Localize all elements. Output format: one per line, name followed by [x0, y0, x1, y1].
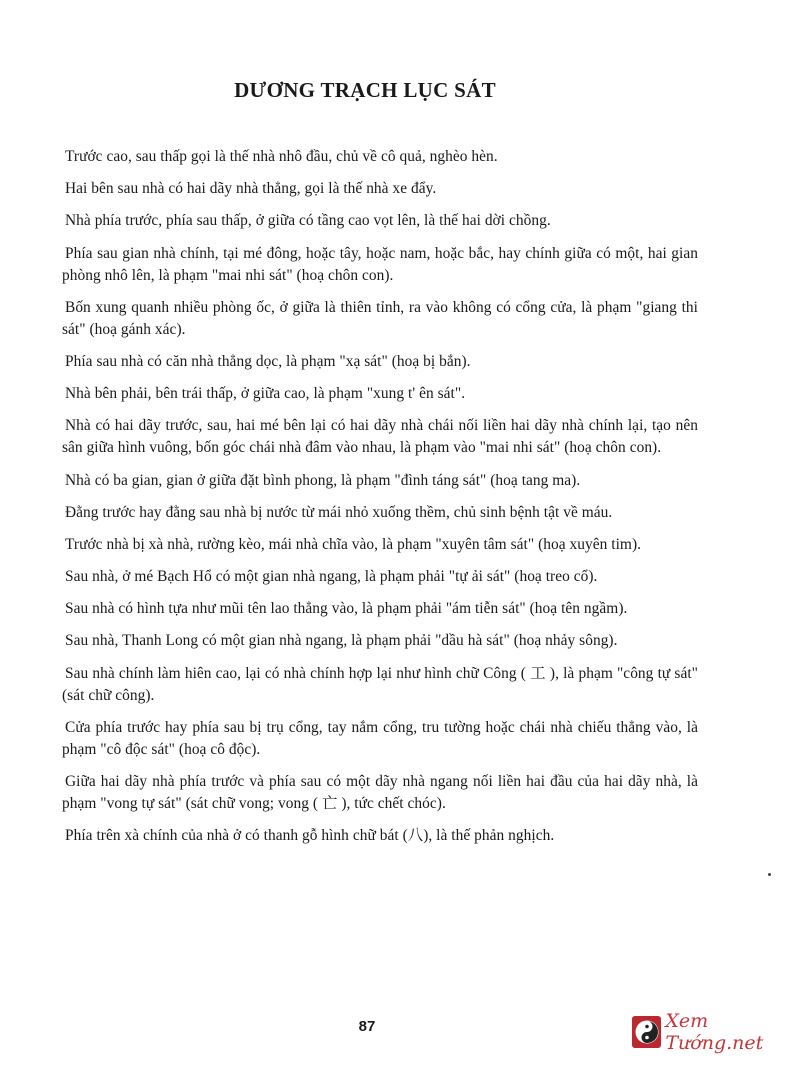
paragraph: Nhà có ba gian, gian ở giữa đặt bình phong, là phạm "đình táng sát" (hoạ tang ma).: [65, 471, 581, 489]
page-number: [0, 1018, 720, 1035]
paragraph: Sau nhà, Thanh Long có một gian nhà ngang, là phạm phải "dầu hà sát" (hoạ nhảy sông).: [65, 632, 618, 650]
paragraph: Sau nhà, ở mé Bạch Hổ có một gian nhà ngang, là phạm phải "tự ải sát" (hoạ treo cổ).: [65, 568, 598, 586]
paragraph: Cửa phía trước hay phía sau bị trụ cổng, tay nắm cổng, tru tường hoặc chái nhà chiếu thẳng vào, là phạm "cô độc sát" (hoạ cô độc).: [62, 718, 698, 758]
paragraph: Nhà có hai dãy trước, sau, hai mé bên lại có hai dãy nhà chái nối liền hai dãy nhà chính lại, tạo nên sân giữa hình vuông, bốn góc chái nhà đâm vào nhau, là phạm vào "mai nhi sát" (hoạ chôn con).: [62, 417, 698, 457]
watermark-text: Xem Tướng.net: [665, 1010, 764, 1054]
page-number-text: 87: [358, 1018, 376, 1035]
paragraph: Nhà phía trước, phía sau thấp, ở giữa có tầng cao vọt lên, là thế hai dời chồng.: [65, 212, 551, 230]
watermark: [632, 1010, 800, 1054]
page-title: [0, 78, 720, 103]
yin-yang-icon: [632, 1016, 661, 1048]
paragraph: Phía sau nhà có căn nhà thẳng dọc, là phạm "xạ sát" (hoạ bị bắn).: [65, 352, 471, 370]
paragraph: Trước nhà bị xà nhà, rường kèo, mái nhà chĩa vào, là phạm "xuyên tâm sát" (hoạ xuyên tim).: [65, 535, 642, 553]
paragraph: Trước cao, sau thấp gọi là thế nhà nhô đầu, chủ về cô quả, nghèo hèn.: [65, 148, 498, 165]
paragraph: Bốn xung quanh nhiều phòng ốc, ở giữa là thiên tỉnh, ra vào không có cổng cửa, là phạm "giang thi sát" (hoạ gánh xác).: [62, 298, 698, 338]
paragraph: Nhà bên phải, bên trái thấp, ở giữa cao, là phạm "xung t' ên sát".: [65, 385, 466, 403]
paragraph: Phía trên xà chính của nhà ở có thanh gỗ hình chữ bát (八), là thế phản nghịch.: [65, 827, 555, 845]
paragraph: Phía sau gian nhà chính, tại mé đông, hoặc tây, hoặc nam, hoặc bắc, hay chính giữa có một, hai gian phòng nhô lên, là phạm "mai nhi sát" (hoạ chôn con).: [62, 244, 698, 284]
paragraph: Hai bên sau nhà có hai dãy nhà thẳng, gọi là thế nhà xe đẩy.: [65, 180, 437, 198]
paragraph: Giữa hai dãy nhà phía trước và phía sau có một dãy nhà ngang nối liền hai đầu của hai dãy nhà, là phạm "vong tự sát" (sát chữ vong; vong ( 亡 ), tức chết chóc).: [62, 773, 698, 812]
paragraph: Đằng trước hay đằng sau nhà bị nước từ mái nhỏ xuống thềm, chủ sinh bệnh tật về máu.: [65, 503, 613, 521]
scan-speck: [768, 873, 771, 876]
page-title-text: DƯƠNG TRẠCH LỤC SÁT: [234, 78, 496, 102]
paragraph: Sau nhà chính làm hiên cao, lại có nhà chính hợp lại như hình chữ Công ( 工 ), là phạm "công tự sát" (sát chữ công).: [62, 664, 698, 704]
document-body: [62, 146, 698, 857]
paragraph: Sau nhà có hình tựa như mũi tên lao thẳng vào, là phạm phải "ám tiễn sát" (hoạ tên ngầm).: [65, 600, 628, 618]
